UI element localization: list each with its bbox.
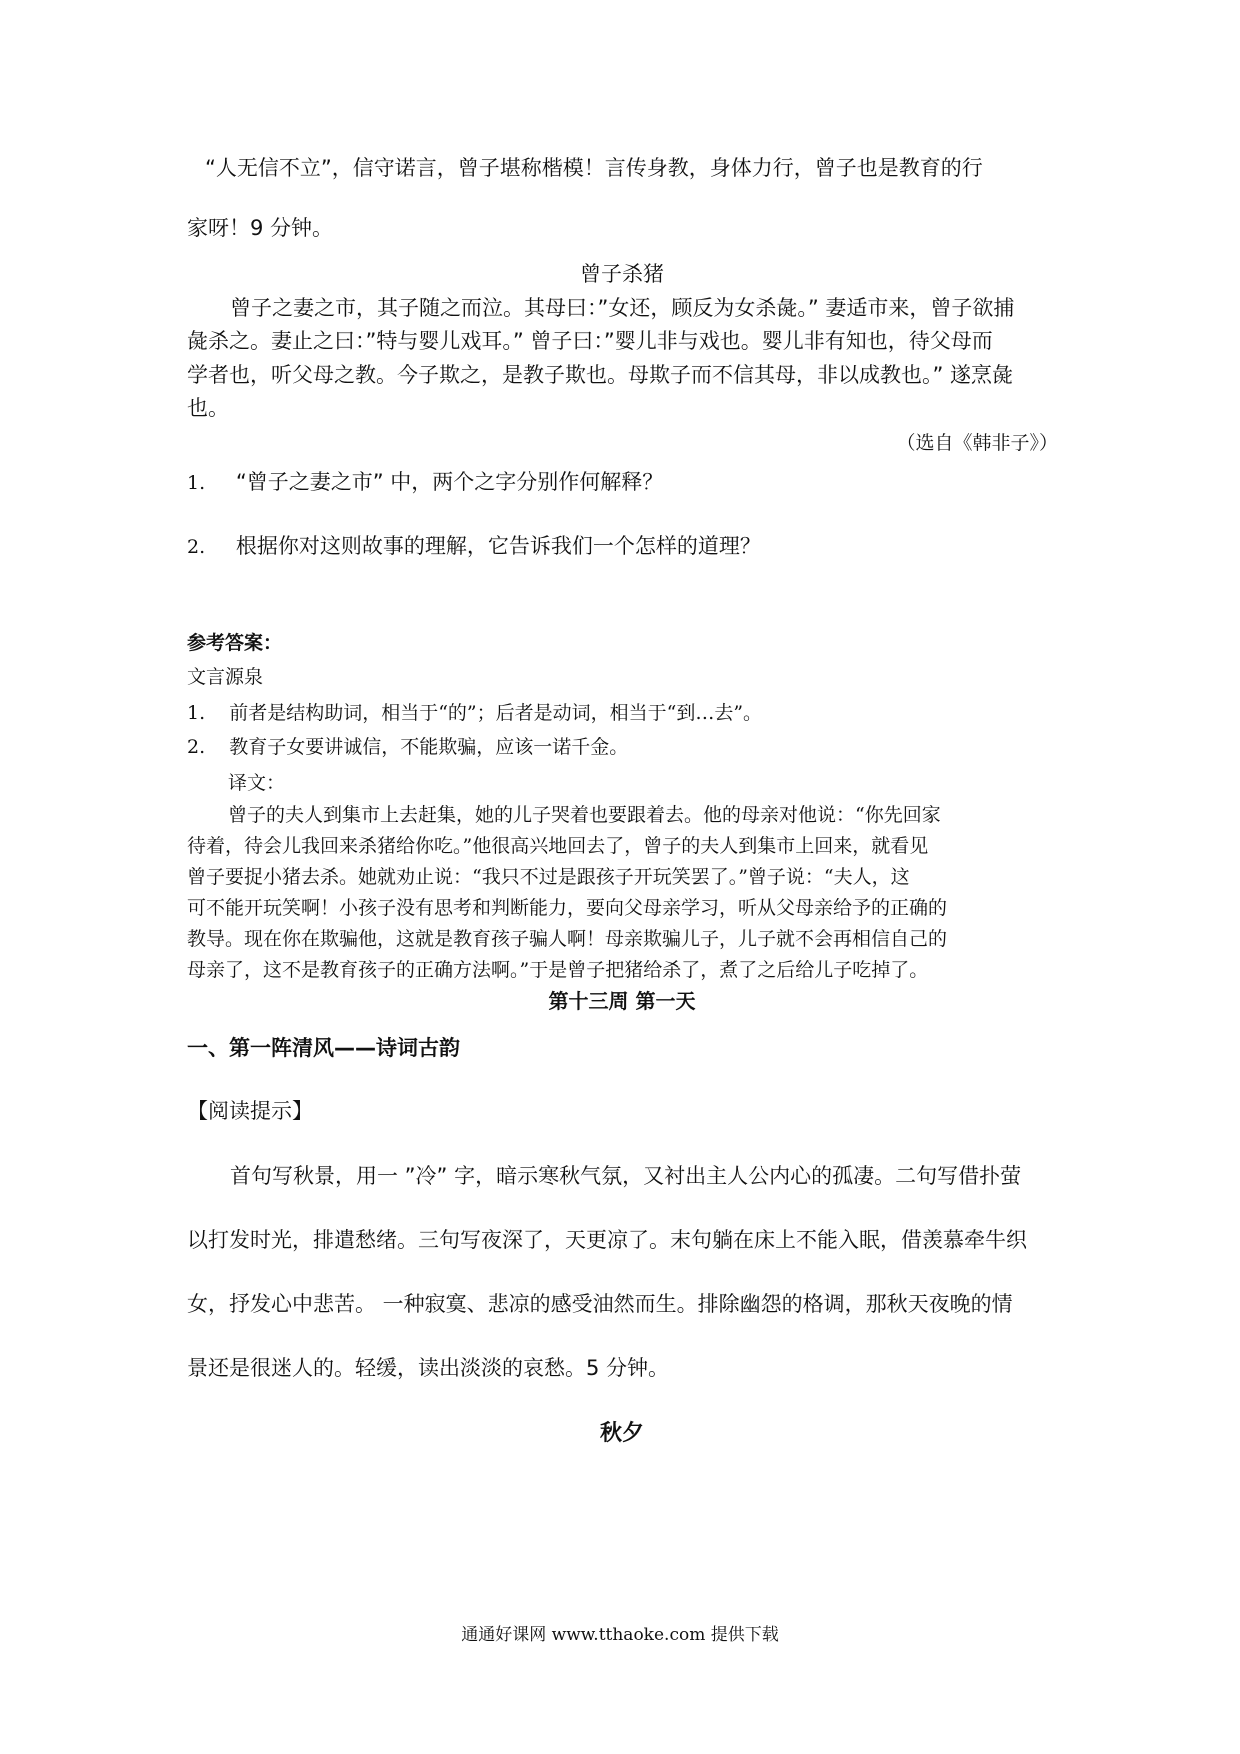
question-number: 1. — [187, 472, 206, 494]
poem-title: 秋夕 — [599, 1421, 644, 1446]
answer-number: 2. — [187, 736, 206, 758]
translation-label: 译文： — [228, 772, 286, 794]
hint-line: 景还是很迷人的。轻缓，读出淡淡的哀愁。5 分钟。 — [187, 1356, 670, 1380]
answer-2 — [187, 732, 628, 759]
answers-heading: 参考答案： — [187, 632, 283, 654]
story-line: 学者也，听父母之教。今子欺之，是教子欺也。母欺子而不信其母，非以成教也。” 遂烹彘 — [187, 363, 1014, 387]
hint-line: 女，抒发心中悲苦。 一种寂寞、悲凉的感受油然而生。排除幽怨的格调，那秋天夜晚的情 — [187, 1292, 1013, 1316]
question-text: 根据你对这则故事的理解，它告诉我们一个怎样的道理？ — [235, 534, 761, 558]
translation-line: 可不能开玩笑啊！小孩子没有思考和判断能力，要向父母亲学习，听从父母亲给予的正确的 — [187, 897, 948, 919]
answer-1 — [187, 698, 762, 725]
answer-text: 前者是结构助词，相当于“的”；后者是动词，相当于“到…去”。 — [229, 702, 763, 724]
story-line: 也。 — [187, 396, 229, 420]
translation-line: 母亲了，这不是教育孩子的正确方法啊。”于是曾子把猪给杀了，煮了之后给儿子吃掉了。 — [187, 959, 929, 981]
answers-subheading: 文言源泉 — [187, 666, 264, 688]
section-title: 一、第一阵清风——诗词古韵 — [187, 1036, 460, 1060]
intro-line-1: “人无信不立”，信守诺言，曾子堪称楷模！言传身教，身体力行，曾子也是教育的行 — [205, 156, 983, 180]
answer-number: 1. — [187, 702, 206, 724]
story-line: 曾子之妻之市，其子随之而泣。其母曰：”女还，顾反为女杀彘。” 妻适市来，曾子欲捕 — [230, 296, 1015, 320]
hint-line: 首句写秋景，用一 ”冷” 字，暗示寒秋气氛，又衬出主人公内心的孤凄。二句写借扑萤 — [230, 1164, 1022, 1188]
story-title: 曾子杀猪 — [580, 262, 664, 286]
question-number: 2. — [187, 536, 206, 558]
hint-label: 【阅读提示】 — [187, 1099, 313, 1123]
translation-line: 曾子的夫人到集市上去赶集，她的儿子哭着也要跟着去。他的母亲对他说：“你先回家 — [228, 804, 941, 826]
answer-text: 教育子女要讲诚信，不能欺骗，应该一诺千金。 — [229, 736, 629, 758]
intro-line-2: 家呀！9 分钟。 — [187, 216, 334, 240]
translation-line: 待着，待会儿我回来杀猪给你吃。”他很高兴地回去了，曾子的夫人到集市上回来，就看见 — [187, 835, 929, 857]
translation-line: 曾子要捉小猪去杀。她就劝止说：“我只不过是跟孩子开玩笑罢了。”曾子说：“夫人，这 — [187, 866, 910, 888]
question-2 — [187, 530, 1057, 560]
story-line: 彘杀之。妻止之曰：”特与婴儿戏耳。” 曾子曰：”婴儿非与戏也。婴儿非有知也，待父母而 — [187, 329, 993, 353]
week-title: 第十三周 第一天 — [548, 989, 696, 1013]
question-1 — [187, 466, 1057, 496]
footer-text: 通通好课网 www.tthaoke.com 提供下载 — [461, 1625, 779, 1645]
question-text: “曾子之妻之市” 中，两个之字分别作何解释？ — [235, 470, 664, 494]
story-source: （选自《韩非子》） — [896, 432, 1058, 454]
translation-line: 教导。现在你在欺骗他，这就是教育孩子骗人啊！母亲欺骗儿子，儿子就不会再相信自己的 — [187, 928, 948, 950]
hint-line: 以打发时光，排遣愁绪。三句写夜深了，天更凉了。末句躺在床上不能入眠，借羡慕牵牛织 — [187, 1228, 1027, 1252]
